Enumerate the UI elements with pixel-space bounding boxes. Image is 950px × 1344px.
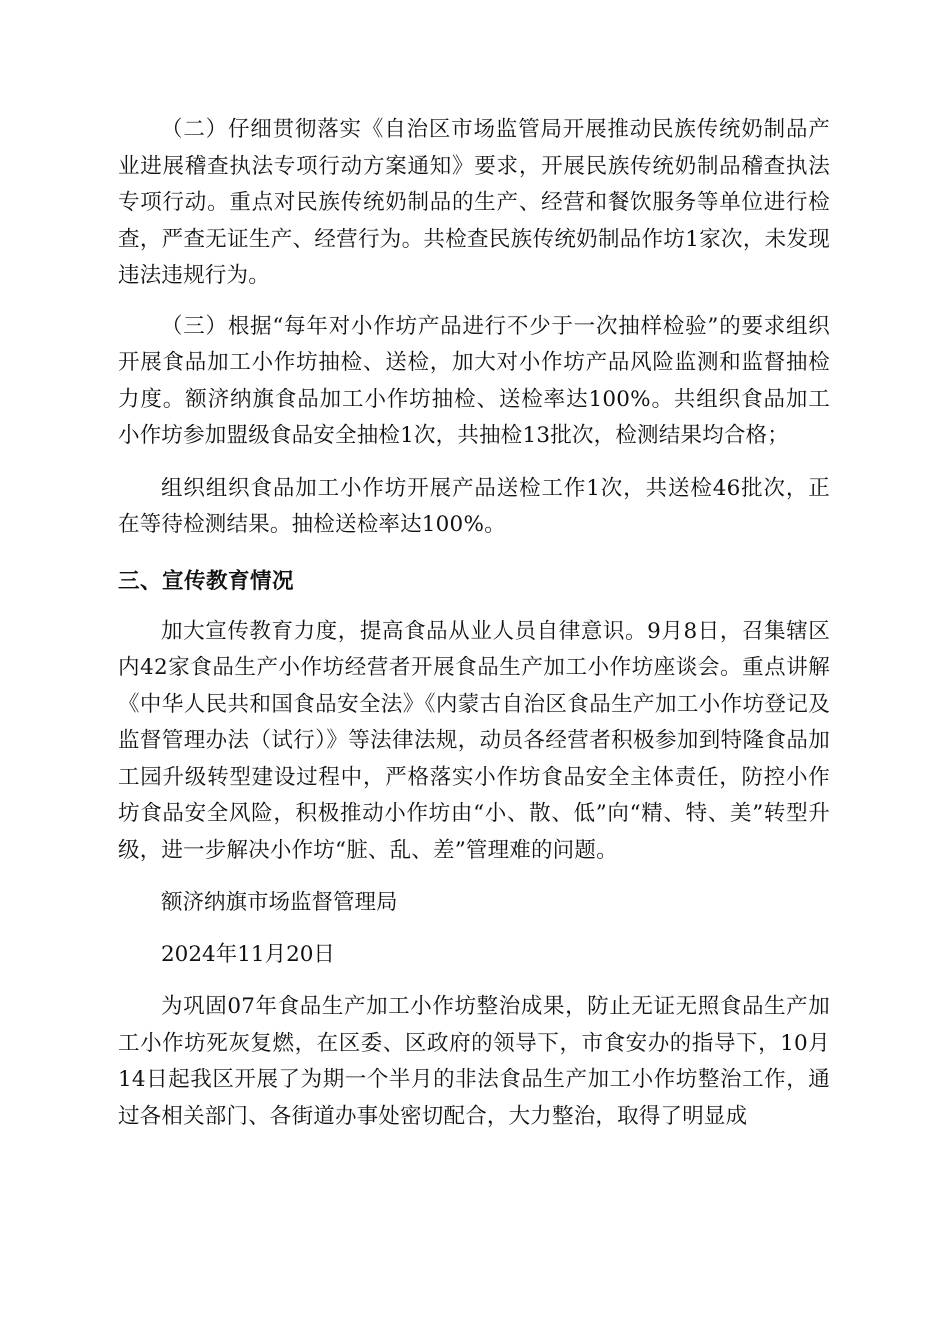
paragraph-submission-inspection: 组织组织食品加工小作坊开展产品送检工作1次，共送检46批次，正在等待检测结果。抽检送检率达100%。 [118,475,830,537]
document-body [118,112,830,1135]
signature-date: 2024年11月20日 [161,942,335,967]
signature-organization: 额济纳旗市场监督管理局 [161,890,398,915]
section-heading-publicity-education: 三、宣传教育情况 [118,568,295,594]
paragraph-publicity-education: 加大宣传教育力度，提高食品从业人员自律意识。9月8日，召集辖区内42家食品生产小作坊经营者开展食品生产加工小作坊座谈会。重点讲解《中华人民共和国食品安全法》《内蒙古自治区食品生产加工小作坊登记及监督管理办法（试行）》等法律法规，动员各经营者积极参加到特隆食品加工园升级转型建设过程中，严格落实小作坊食品安全主体责任，防控小作坊食品安全风险，积极推动小作坊由“小、散、低”向“精、特、美”转型升级，进一步解决小作坊“脏、乱、差”管理难的问题。 [118,618,830,863]
paragraph-workshop-rectification: 为巩固07年食品生产加工小作坊整治成果，防止无证无照食品生产加工小作坊死灰复燃，在区委、区政府的领导下，市食安办的指导下，10月14日起我区开展了为期一个半月的非法食品生产加工小作坊整治工作，通过各相关部门、各街道办事处密切配合，大力整治，取得了明显成 [118,994,830,1129]
paragraph-sampling-inspection: （三）根据“每年对小作坊产品进行不少于一次抽样检验”的要求组织开展食品加工小作坊抽检、送检，加大对小作坊产品风险监测和监督抽检力度。额济纳旗食品加工小作坊抽检、送检率达100%。共组织食品加工小作坊参加盟级食品安全抽检1次，共抽检13批次，检测结果均合格； [118,313,830,448]
paragraph-dairy-inspection: （二）仔细贯彻落实《自治区市场监管局开展推动民族传统奶制品产业进展稽查执法专项行动方案通知》要求，开展民族传统奶制品稽查执法专项行动。重点对民族传统奶制品的生产、经营和餐饮服务等单位进行检查，严查无证生产、经营行为。共检查民族传统奶制品作坊1家次，未发现违法违规行为。 [118,117,830,288]
